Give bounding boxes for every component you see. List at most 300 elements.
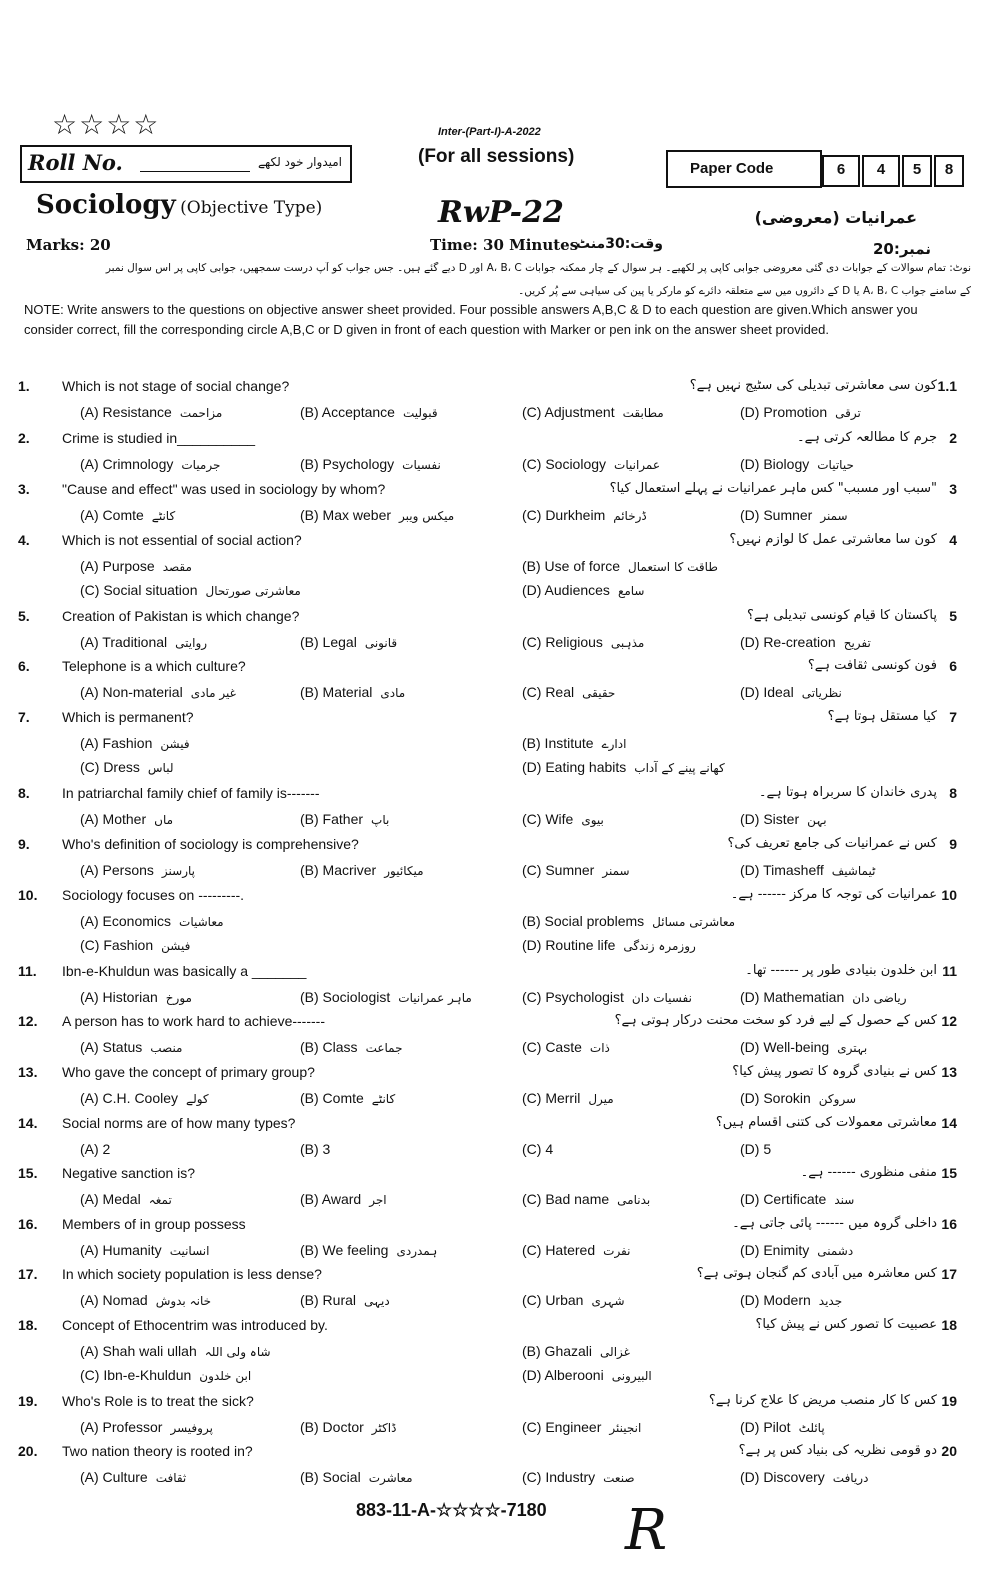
option-label: (C) 4 (522, 1141, 554, 1157)
question-text-urdu: داخلی گروہ میں ------ پائی جاتی ہے۔ (732, 1216, 937, 1231)
option-label: (C) Psychologist (522, 989, 624, 1005)
footer-initial: R (625, 1498, 668, 1563)
option-label-urdu: شہری (591, 1294, 625, 1308)
option-label-urdu: نفسیات (402, 458, 441, 472)
question-number-urdu: 7 (949, 709, 957, 725)
question-number-urdu: 17 (941, 1266, 957, 1282)
option-label: (B) Macriver (300, 862, 377, 878)
answer-option (522, 1292, 625, 1308)
subject-type: (Objective Type) (180, 198, 323, 218)
option-label-urdu: ڈرخائم (613, 509, 647, 523)
answer-option (300, 989, 472, 1005)
answer-option (522, 937, 696, 953)
note-urdu-line-1: نوٹ: تمام سوالات کے جوابات دی گئی معروضی جوابی کاپی پر لکھیے۔ ہر سوال کے چار ممکنہ جوابات A، B، C اور D دیے گئے ہیں۔ جس جواب کو آپ درست سمجھیں، جوابی کاپی پر اس سوال نمبر (105, 262, 971, 274)
question-number-urdu: 1.1 (937, 378, 957, 394)
answer-option (522, 862, 630, 878)
option-label-urdu: خانہ بدوش (155, 1294, 212, 1308)
question-number-urdu: 16 (941, 1216, 957, 1232)
option-label-urdu: مطابقت (622, 406, 664, 420)
option-label: (D) Timasheff (740, 862, 824, 878)
answer-option (80, 1191, 172, 1207)
option-label: (B) Institute (522, 735, 594, 751)
answer-option (300, 862, 424, 878)
question-text: Creation of Pakistan is which change? (62, 608, 300, 624)
option-label: (D) Sumner (740, 507, 813, 523)
option-label-urdu: جماعت (365, 1041, 403, 1055)
answer-option (522, 913, 735, 929)
answer-option (740, 862, 875, 878)
answer-option (522, 1191, 650, 1207)
option-label: (C) Industry (522, 1469, 596, 1485)
option-label: (A) Traditional (80, 634, 168, 650)
question-number-urdu: 15 (941, 1165, 957, 1181)
option-label-urdu: صنعت (603, 1471, 635, 1485)
answer-option (522, 456, 660, 472)
option-label: (D) Sorokin (740, 1090, 811, 1106)
option-label-urdu: ترقی (835, 406, 861, 420)
answer-option (300, 1419, 396, 1435)
answer-option (522, 1419, 641, 1435)
answer-option (80, 558, 192, 574)
option-label: (B) Award (300, 1191, 362, 1207)
question-number-urdu: 9 (949, 836, 957, 852)
question-number-urdu: 10 (941, 887, 957, 903)
option-label: (B) Sociologist (300, 989, 391, 1005)
option-label-urdu: معاشیات (179, 915, 224, 929)
question-text-urdu: کون سا معاشرتی عمل کا لوازم نہیں؟ (729, 532, 937, 547)
answer-option (522, 1343, 630, 1359)
question-text: Concept of Ethocentrim was introduced by. (62, 1317, 328, 1333)
option-label-urdu: معاشرتی صورتحال (205, 584, 301, 598)
answer-option (300, 456, 441, 472)
roll-line (140, 171, 250, 172)
question-text: Which is not essential of social action? (62, 532, 302, 548)
option-label: (A) Nomad (80, 1292, 148, 1308)
answer-option (80, 1343, 271, 1359)
question-number-urdu: 18 (941, 1317, 957, 1333)
option-label-urdu: ٹیماشیف (831, 864, 876, 878)
question-text: In patriarchal family chief of family is------- (62, 785, 320, 801)
question-text-urdu: "سبب اور مسبب" کس ماہر عمرانیات نے پہلے استعمال کیا؟ (609, 481, 937, 496)
paper-code-box (666, 150, 822, 188)
question-text: Telephone is a which culture? (62, 658, 246, 674)
question-text-urdu: پاکستان کا قیام کونسی تبدیلی ہے؟ (747, 608, 937, 623)
answer-option (740, 1141, 779, 1157)
answer-option (80, 989, 192, 1005)
answer-option (740, 1292, 842, 1308)
question-text-urdu: منفی منظوری ------ ہے۔ (800, 1165, 937, 1180)
question-number: 11. (18, 963, 37, 979)
answer-option (300, 1469, 413, 1485)
subject-urdu: عمرانیات (معروضی) (754, 208, 917, 227)
question-number: 10. (18, 887, 38, 903)
option-label-urdu: غزالی (600, 1345, 630, 1359)
option-label-urdu: کھانے پینے کے آداب (634, 761, 725, 775)
option-label: (C) Dress (80, 759, 140, 775)
option-label-urdu: نفرت (603, 1244, 631, 1258)
option-label: (B) Father (300, 811, 364, 827)
option-label-urdu: روایتی (175, 636, 208, 650)
option-label-urdu: ابن خلدون (199, 1369, 252, 1383)
answer-option (300, 404, 438, 420)
option-label-urdu: مذہبی (610, 636, 645, 650)
footer-code: 883-11-A-☆☆☆☆-7180 (356, 1500, 547, 1520)
answer-option (522, 1469, 635, 1485)
question-text: Which is not stage of social change? (62, 378, 290, 394)
answer-option (522, 759, 725, 775)
question-number: 1. (18, 378, 30, 394)
option-label: (B) Material (300, 684, 373, 700)
answer-option (522, 1039, 610, 1055)
paper-code-digit-2: 4 (862, 155, 900, 187)
question-number: 4. (18, 532, 30, 548)
answer-option (522, 1367, 652, 1383)
answer-option (80, 1242, 209, 1258)
answer-option (80, 1469, 186, 1485)
answer-option (80, 1039, 183, 1055)
option-label: (C) Religious (522, 634, 603, 650)
answer-option (740, 1191, 854, 1207)
option-label: (C) Adjustment (522, 404, 615, 420)
option-label-urdu: سند (834, 1193, 855, 1207)
inter-label: Inter-(Part-I)-A-2022 (438, 126, 541, 138)
answer-option (740, 507, 848, 523)
option-label: (C) Sociology (522, 456, 607, 472)
question-text: In which society population is less dense? (62, 1266, 322, 1282)
answer-option (740, 1039, 867, 1055)
option-label-urdu: جدید (818, 1294, 843, 1308)
answer-option (740, 456, 854, 472)
option-label: (A) Humanity (80, 1242, 162, 1258)
option-label-urdu: میرل (588, 1092, 614, 1106)
option-label: (A) C.H. Cooley (80, 1090, 179, 1106)
answer-option (522, 634, 644, 650)
question-text: "Cause and effect" was used in sociology by whom? (62, 481, 386, 497)
time-label: Time: 30 Minutes (430, 236, 579, 254)
answer-option (522, 1090, 614, 1106)
option-label-urdu: فیشن (161, 939, 191, 953)
question-text-urdu: معاشرتی معمولات کی کتنی اقسام ہیں؟ (715, 1115, 937, 1130)
option-label-urdu: معاشرت (368, 1471, 413, 1485)
question-text-urdu: جرم کا مطالعہ کرتی ہے۔ (796, 430, 937, 445)
option-label-urdu: حیاتیات (817, 458, 854, 472)
option-label: (A) Persons (80, 862, 154, 878)
option-label-urdu: دشمنی (817, 1244, 854, 1258)
option-label: (D) Promotion (740, 404, 828, 420)
option-label-urdu: اجر (369, 1193, 387, 1207)
option-label-urdu: تمغہ (148, 1193, 172, 1207)
option-label: (A) Status (80, 1039, 143, 1055)
paper-code-label: Paper Code (690, 160, 774, 177)
option-label-urdu: بدنامی (617, 1193, 651, 1207)
question-text-urdu: پدری خاندان کا سربراہ ہوتا ہے۔ (758, 785, 937, 800)
question-number-urdu: 5 (949, 608, 957, 624)
answer-option (300, 1191, 387, 1207)
option-label: (B) 3 (300, 1141, 331, 1157)
option-label: (C) Social situation (80, 582, 198, 598)
option-label-urdu: ذات (589, 1041, 610, 1055)
question-number-urdu: 11 (942, 963, 957, 979)
option-label-urdu: منصب (150, 1041, 183, 1055)
roll-note-urdu: امیدوار خود لکھے (257, 155, 342, 169)
answer-option (522, 558, 718, 574)
option-label-urdu: لباس (147, 761, 174, 775)
option-label: (A) Mother (80, 811, 147, 827)
option-label-urdu: بہتری (837, 1041, 868, 1055)
option-label: (A) Historian (80, 989, 158, 1005)
option-label-urdu: دیہی (364, 1294, 390, 1308)
answer-option (300, 811, 389, 827)
option-label-urdu: سمنر (602, 864, 630, 878)
paper-code-digit-3: 5 (902, 155, 932, 187)
option-label-urdu: باپ (371, 813, 390, 827)
option-label-urdu: پروفیسر (170, 1421, 213, 1435)
answer-option (300, 1242, 437, 1258)
option-label: (A) Crimnology (80, 456, 174, 472)
answer-option (300, 507, 454, 523)
option-label-urdu: مادی (380, 686, 406, 700)
question-number: 17. (18, 1266, 38, 1282)
answer-option (80, 634, 207, 650)
question-number: 18. (18, 1317, 38, 1333)
option-label-urdu: معاشرتی مسائل (652, 915, 736, 929)
answer-option (522, 811, 604, 827)
question-number: 2. (18, 430, 30, 446)
option-label-urdu: طاقت کا استعمال (628, 560, 718, 574)
answer-option (300, 634, 397, 650)
option-label: (D) Modern (740, 1292, 811, 1308)
answer-option (80, 811, 173, 827)
option-label-urdu: سمنر (820, 509, 848, 523)
option-label: (A) Shah wali ullah (80, 1343, 197, 1359)
option-label-urdu: مزاحمت (179, 406, 223, 420)
option-label-urdu: انسانیت (169, 1244, 210, 1258)
option-label: (D) Certificate (740, 1191, 827, 1207)
option-label-urdu: کانٹے (371, 1092, 396, 1106)
option-label: (D) Well-being (740, 1039, 830, 1055)
answer-option (740, 1469, 868, 1485)
option-label-urdu: ماہر عمرانیات (398, 991, 472, 1005)
question-number: 7. (18, 709, 30, 725)
paper-code-digit-1: 6 (822, 155, 860, 187)
handwritten-code: RwP-22 (438, 195, 564, 230)
stars-mark: ☆☆☆☆ (52, 109, 161, 140)
option-label: (C) Bad name (522, 1191, 610, 1207)
question-text: Ibn-e-Khuldun was basically a _______ (62, 963, 307, 979)
option-label: (B) Acceptance (300, 404, 395, 420)
question-text-urdu: کیا مستقل ہوتا ہے؟ (827, 709, 937, 724)
answer-option (80, 1419, 213, 1435)
answer-option (522, 735, 626, 751)
option-label: (D) Eating habits (522, 759, 627, 775)
option-label: (D) Pilot (740, 1419, 791, 1435)
option-label: (B) Ghazali (522, 1343, 593, 1359)
answer-option (80, 456, 220, 472)
option-label: (A) Professor (80, 1419, 163, 1435)
option-label-urdu: ڈاکٹر (371, 1421, 397, 1435)
option-label-urdu: فیشن (160, 737, 190, 751)
answer-option (740, 989, 907, 1005)
answer-option (80, 735, 190, 751)
note-english: NOTE: Write answers to the questions on objective answer sheet provided. Four possible answers A,B,C & D to each question are given.Which answer you consider correct, fill the corresponding circle A,B,C or D given in front of each question with Marker or pen ink on the answer sheet provided. (24, 302, 918, 337)
question-number: 12. (18, 1013, 38, 1029)
question-number-urdu: 20 (941, 1443, 957, 1459)
option-label-urdu: بہن (807, 813, 827, 827)
answer-option (300, 684, 405, 700)
answer-option (740, 1419, 825, 1435)
answer-option (80, 507, 175, 523)
option-label-urdu: ثقافت (155, 1471, 187, 1485)
question-text-urdu: عمرانیات کی توجہ کا مرکز ------ ہے۔ (730, 887, 937, 902)
question-number-urdu: 4 (949, 532, 957, 548)
question-number: 5. (18, 608, 30, 624)
question-number: 20. (18, 1443, 38, 1459)
question-number: 13. (18, 1064, 38, 1080)
question-text: Two nation theory is rooted in? (62, 1443, 253, 1459)
option-label-urdu: قبولیت (402, 406, 438, 420)
question-number-urdu: 2 (949, 430, 957, 446)
answer-option (740, 684, 842, 700)
option-label: (C) Urban (522, 1292, 584, 1308)
option-label-urdu: غیر مادی (190, 686, 236, 700)
option-label: (C) Ibn-e-Khuldun (80, 1367, 192, 1383)
option-label: (D) Enimity (740, 1242, 810, 1258)
question-text-urdu: کون سی معاشرتی تبدیلی کی سٹیج نہیں ہے؟ (689, 378, 937, 393)
answer-option (522, 404, 664, 420)
note-urdu-line-2: کے سامنے جواب A، B، C یا D کے دائروں میں سے متعلقہ دائرے کو مارکر یا پین کی سیاہی سے پُر کریں۔ (518, 285, 971, 297)
option-label: (B) Comte (300, 1090, 364, 1106)
option-label: (B) Social (300, 1469, 361, 1485)
option-label: (B) Class (300, 1039, 358, 1055)
answer-option (80, 684, 236, 700)
question-number: 15. (18, 1165, 38, 1181)
option-label-urdu: مورخ (165, 991, 192, 1005)
answer-option (80, 404, 222, 420)
option-label-urdu: نظریاتی (801, 686, 842, 700)
option-label-urdu: نفسیات دان (631, 991, 692, 1005)
answer-option (80, 937, 190, 953)
option-label: (C) Durkheim (522, 507, 606, 523)
roll-number-box (20, 145, 352, 183)
option-label-urdu: انجینئر (609, 1421, 642, 1435)
question-number: 6. (18, 658, 30, 674)
answer-option (300, 1141, 338, 1157)
option-label-urdu: پارسنز (161, 864, 196, 878)
question-text-urdu: عصبیت کا تصور کس نے پیش کیا؟ (755, 1317, 937, 1332)
option-label: (D) Sister (740, 811, 800, 827)
option-label: (C) Sumner (522, 862, 595, 878)
option-label: (D) Alberooni (522, 1367, 604, 1383)
question-number: 16. (18, 1216, 38, 1232)
option-label: (B) Use of force (522, 558, 621, 574)
question-text: Who gave the concept of primary group? (62, 1064, 315, 1080)
option-label: (B) Legal (300, 634, 357, 650)
option-label: (A) Purpose (80, 558, 155, 574)
option-label-urdu: سامع (617, 584, 645, 598)
option-label-urdu: ادارے (601, 737, 627, 751)
option-label: (C) Fashion (80, 937, 154, 953)
option-label-urdu: شاہ ولی اللہ (204, 1345, 271, 1359)
option-label: (A) Fashion (80, 735, 153, 751)
answer-option (522, 1242, 630, 1258)
option-label: (B) Max weber (300, 507, 392, 523)
option-label-urdu: ماں (154, 813, 174, 827)
option-label: (D) Audiences (522, 582, 610, 598)
option-label-urdu: بیوی (581, 813, 604, 827)
question-text-urdu: ابن خلدون بنیادی طور پر ------ تھا۔ (745, 963, 937, 978)
option-label-urdu: ریاضی دان (852, 991, 907, 1005)
question-text-urdu: کس معاشرہ میں آبادی کم گنجان ہوتی ہے؟ (696, 1266, 937, 1281)
answer-option (80, 1292, 211, 1308)
answer-option (522, 507, 647, 523)
option-label: (B) We feeling (300, 1242, 389, 1258)
question-text-urdu: کس کے حصول کے لیے فرد کو سخت محنت درکار ہوتی ہے؟ (614, 1013, 937, 1028)
option-label: (C) Engineer (522, 1419, 602, 1435)
answer-option (80, 913, 224, 929)
paper-code-digit-4: 8 (934, 155, 964, 187)
option-label-urdu: البیرونی (611, 1369, 652, 1383)
option-label: (C) Merril (522, 1090, 581, 1106)
marks-urdu: نمبر:20 (872, 240, 931, 258)
subject-title (36, 190, 322, 220)
answer-option (80, 759, 173, 775)
question-number-urdu: 19 (941, 1393, 957, 1409)
option-label-urdu: کولے (186, 1092, 209, 1106)
option-label-urdu: میکائیور (384, 864, 424, 878)
question-number: 3. (18, 481, 30, 497)
option-label-urdu: کانٹے (151, 509, 176, 523)
marks-label: Marks: 20 (26, 236, 111, 254)
option-label: (A) Medal (80, 1191, 141, 1207)
option-label: (D) Ideal (740, 684, 794, 700)
question-text: Which is permanent? (62, 709, 194, 725)
question-text: Sociology focuses on ---------. (62, 887, 245, 903)
question-number-urdu: 3 (949, 481, 957, 497)
option-label: (B) Psychology (300, 456, 395, 472)
question-text: Crime is studied in__________ (62, 430, 256, 446)
question-text: Members of in group possess (62, 1216, 246, 1232)
question-text: Social norms are of how many types? (62, 1115, 296, 1131)
subject-name: Sociology (36, 190, 176, 220)
option-label: (A) Comte (80, 507, 144, 523)
answer-option (740, 404, 861, 420)
option-label: (C) Caste (522, 1039, 582, 1055)
option-label-urdu: عمرانیات (614, 458, 660, 472)
option-label-urdu: دریافت (832, 1471, 869, 1485)
option-label-urdu: ہمدردی (396, 1244, 438, 1258)
option-label-urdu: مقصد (162, 560, 192, 574)
question-text-urdu: کس کا کار منصب مریض کا علاج کرنا ہے؟ (708, 1393, 937, 1408)
question-number: 19. (18, 1393, 38, 1409)
option-label: (D) 5 (740, 1141, 772, 1157)
option-label: (A) Economics (80, 913, 172, 929)
question-text-urdu: فون کونسی ثقافت ہے؟ (807, 658, 937, 673)
answer-option (740, 634, 871, 650)
answer-option (300, 1039, 403, 1055)
option-label: (A) Non-material (80, 684, 183, 700)
question-number: 8. (18, 785, 30, 801)
option-label-urdu: پائلٹ (798, 1421, 825, 1435)
option-label-urdu: میکس ویبر (399, 509, 455, 523)
option-label: (A) Resistance (80, 404, 172, 420)
option-label: (C) Hatered (522, 1242, 596, 1258)
option-label-urdu: حقیقی (582, 686, 616, 700)
roll-label: Roll No. (28, 150, 123, 175)
question-text: Who's definition of sociology is comprehensive? (62, 836, 359, 852)
answer-option (740, 1242, 853, 1258)
question-number-urdu: 8 (949, 785, 957, 801)
option-label: (C) Real (522, 684, 575, 700)
